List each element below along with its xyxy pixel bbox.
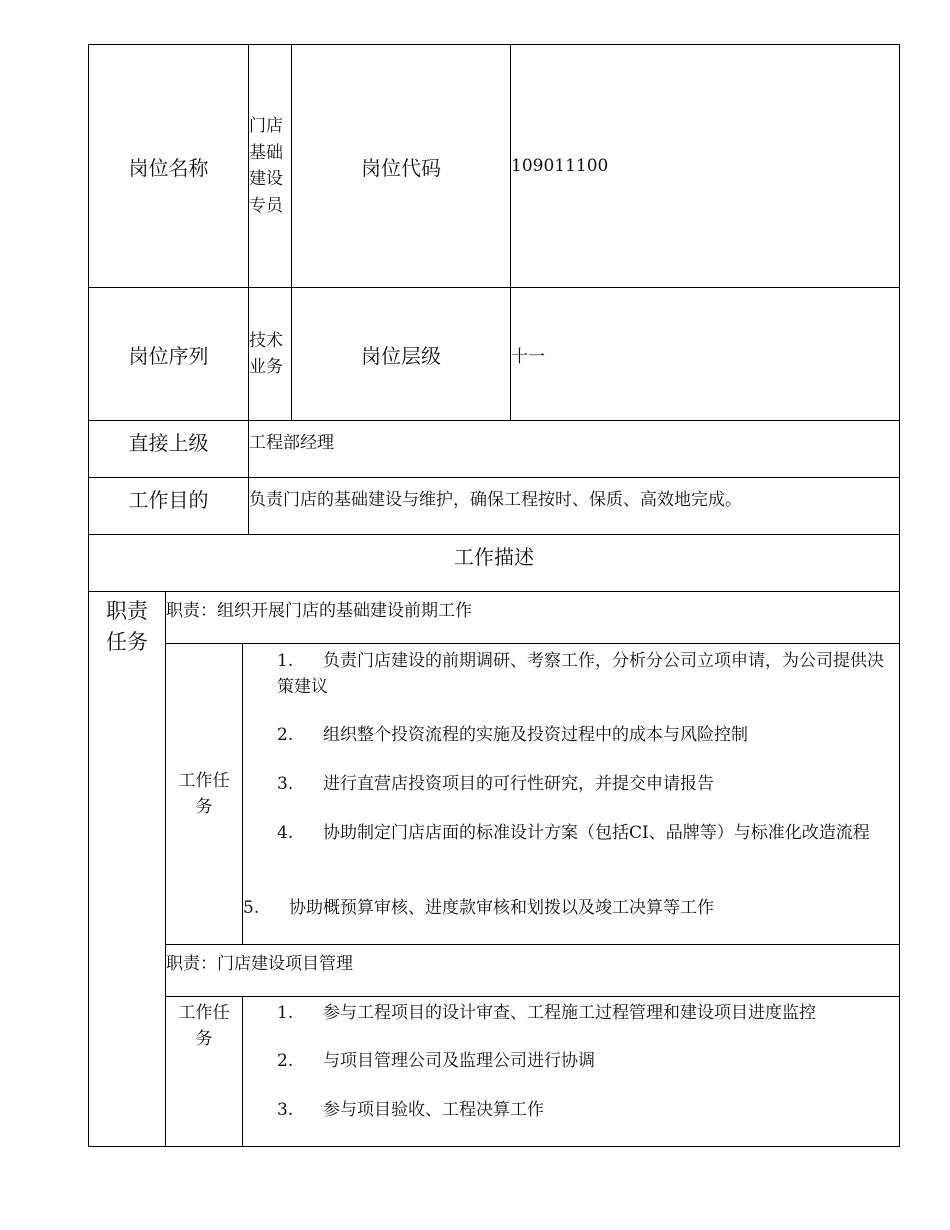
position-name-value: 门店基础建设专员 [249, 45, 292, 288]
position-code-value: 109011100 [511, 45, 900, 288]
duty-1-task-4 [277, 820, 889, 846]
job-description-sheet [88, 44, 899, 1147]
task-text: 协助概预算审核、进度款审核和划拨以及竣工决算等工作 [289, 898, 714, 918]
duty-2-task-2 [277, 1048, 887, 1074]
task-number: 3. [277, 774, 294, 794]
duty-1-tasks-row [89, 644, 900, 945]
task-number: 2. [277, 1051, 294, 1071]
task-text: 组织整个投资流程的实施及投资过程中的成本与风险控制 [323, 725, 748, 745]
task-number: 5. [243, 898, 260, 918]
purpose-value: 负责门店的基础建设与维护，确保工程按时、保质、高效地完成。 [249, 478, 900, 535]
duty-1-task-3 [277, 771, 887, 797]
duty-2-task-1 [277, 1000, 887, 1026]
task-text: 进行直营店投资项目的可行性研究，并提交申请报告 [323, 774, 714, 794]
task-text: 协助制定门店店面的标准设计方案（包括CI、品牌等）与标准化改造流程 [323, 823, 870, 843]
duty-1-title-row [89, 592, 900, 644]
task-text: 负责门店建设的前期调研、考察工作，分析分公司立项申请，为公司提供决策建议 [277, 651, 884, 697]
supervisor-label: 直接上级 [89, 421, 249, 478]
task-text: 参与项目验收、工程决算工作 [323, 1100, 544, 1120]
duty-2-task-label [166, 997, 243, 1147]
task-number: 1. [277, 1003, 294, 1023]
position-name-row [89, 45, 900, 288]
duty-1-task-list [243, 644, 900, 945]
task-number: 2. [277, 725, 294, 745]
duty-1-task-2 [277, 722, 887, 748]
task-number: 1. [277, 651, 294, 671]
duty-1-task-1 [277, 648, 887, 700]
position-series-row [89, 288, 900, 421]
duty-2-task-list [243, 997, 900, 1147]
purpose-row [89, 478, 900, 535]
section-label-text: 职责任务 [106, 599, 148, 654]
position-level-value: 十一 [511, 288, 900, 421]
duty-1-task-5 [243, 895, 883, 921]
duty-2-title-row [89, 945, 900, 997]
task-number: 4. [277, 823, 294, 843]
position-code-label: 岗位代码 [292, 45, 511, 288]
supervisor-row [89, 421, 900, 478]
duty-2-task-label-text: 工作任务 [178, 1003, 230, 1049]
job-description-table [88, 44, 900, 1147]
position-name-label: 岗位名称 [89, 45, 249, 288]
duty-1-task-label-text: 工作任务 [178, 771, 230, 817]
purpose-label: 工作目的 [89, 478, 249, 535]
position-series-label: 岗位序列 [89, 288, 249, 421]
description-title-row [89, 535, 900, 592]
duty-2-task-3 [277, 1097, 887, 1123]
duty-2-title: 职责：门店建设项目管理 [166, 945, 900, 997]
duty-1-task-label [166, 644, 243, 945]
section-label [89, 592, 166, 1147]
position-level-label: 岗位层级 [292, 288, 511, 421]
duty-2-tasks-row [89, 997, 900, 1147]
supervisor-value: 工程部经理 [249, 421, 900, 478]
position-series-value: 技术业务 [249, 288, 292, 421]
task-text: 与项目管理公司及监理公司进行协调 [323, 1051, 595, 1071]
duty-1-title: 职责：组织开展门店的基础建设前期工作 [166, 592, 900, 644]
description-title: 工作描述 [89, 535, 900, 592]
task-number: 3. [277, 1100, 294, 1120]
task-text: 参与工程项目的设计审查、工程施工过程管理和建设项目进度监控 [323, 1003, 816, 1023]
